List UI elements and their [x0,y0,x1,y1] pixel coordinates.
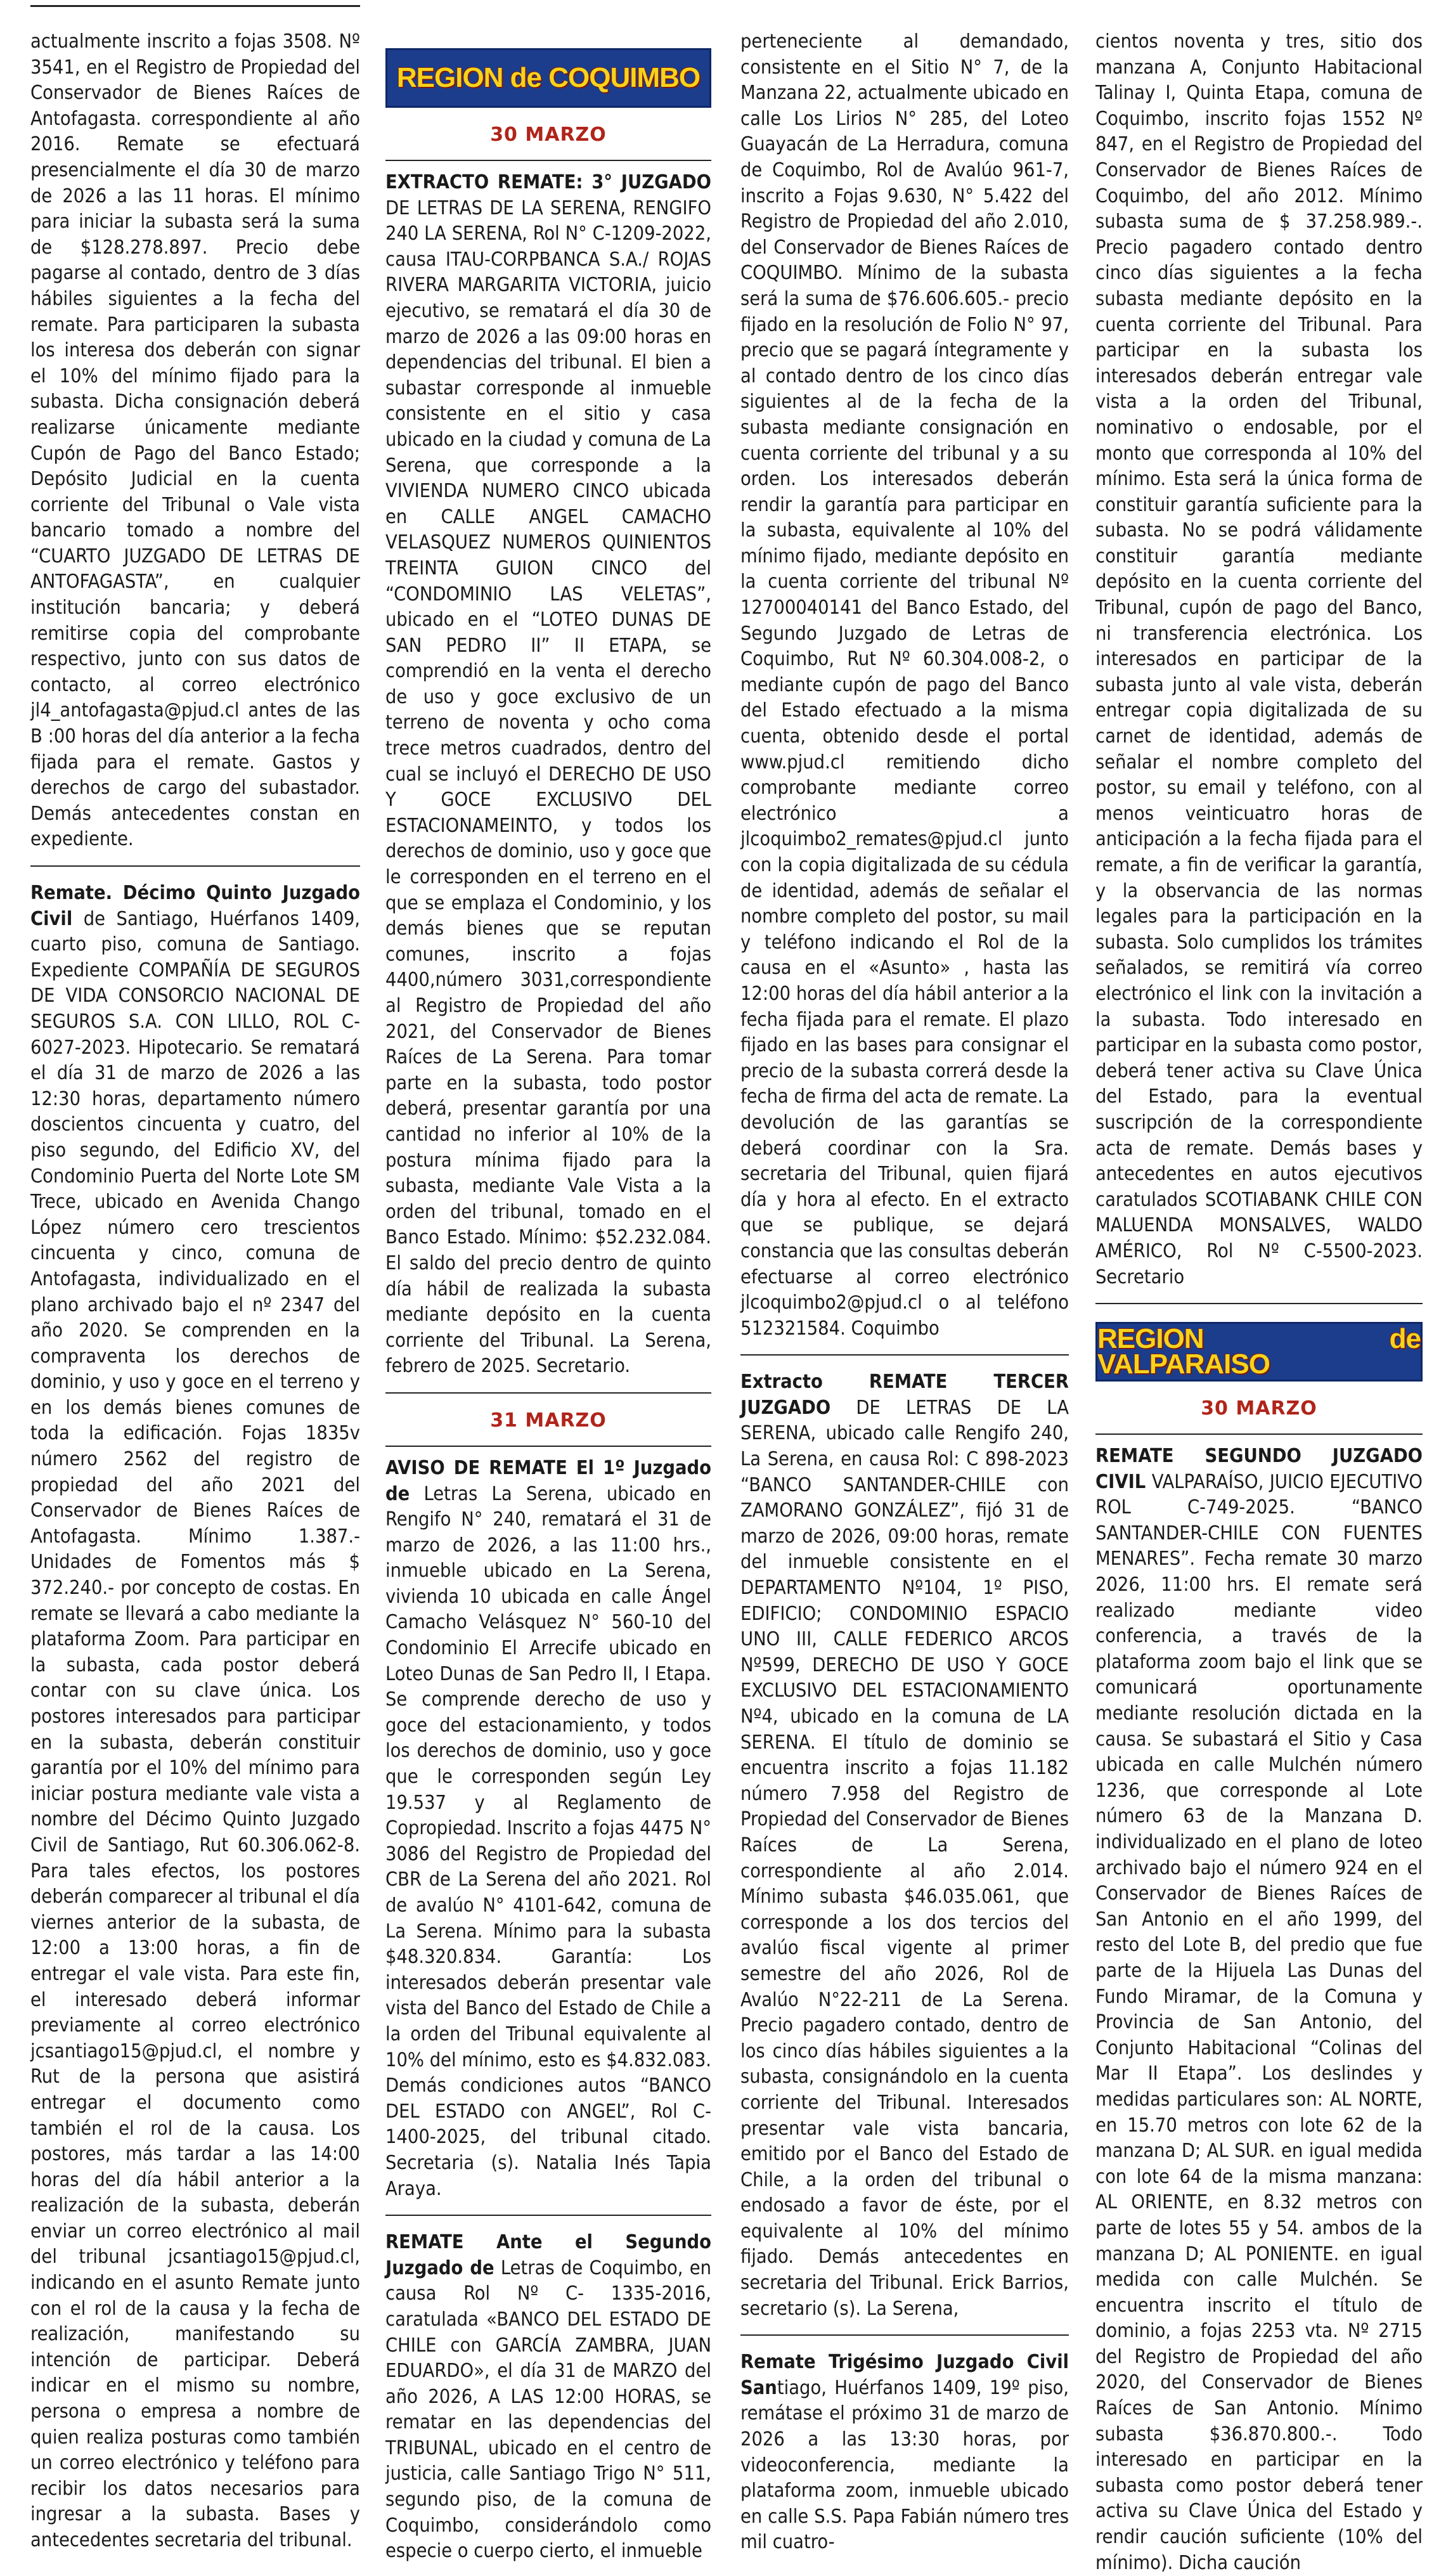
notice-coquimbo-cont [740,29,1069,1342]
notice-text: cientos noventa y tres, sitio dos manzana A, Conjunto Habitacional Talinay I, Quinta Etapa, comuna de Coquimbo, inscrito fojas 1552 Nº 847, en el Registro de Propiedad del Conservador de Bienes Raíces de Coquimbo, del año 2012. Mínimo subasta suma de $ 37.258.989.-. Precio pagadero contado dentro cinco días siguientes a la fecha subasta mediante depósito en la cuenta corriente del Tribunal. Para participar en la subasta los interesados deberán entregar vale vista a la orden del Tribunal, nominativo o endosable, por el monto que corresponda al 10% del mínimo. Esta será la única forma de constituir garantía suficiente para la subasta. No se podrá válidamente constituir garantía mediante depósito en la cuenta corriente del Tribunal, cupón de pago del Banco, ni transferencia electrónica. Los interesados en participar de la subasta junto al vale vista, deberán entregar copia digitalizada de su carnet de identidad, además de señalar el nombre completo del postor, su email y teléfono, con al menos veinticuatro horas de anticipación a la fecha fijada para el remate, a fin de verificar la garantía, y la observancia de las normas legales para la participación en la subasta. Solo cumplidos los trámites señalados, se remitirá vía correo electrónico el link con la invitación a la subasta. Todo interesado en participar en la subasta como postor, deberá tener activa su Clave Única del Estado, para la eventual suscripción de la correspondiente acta de remate. Demás bases y antecedentes en autos ejecutivos caratulados SCOTIABANK CHILE CON MALUENDA MONSALVES, WALDO AMÉRICO, Rol Nº C-5500-2023. Secretario [1095,30,1423,1288]
divider [385,1446,711,1447]
date-label: 30 MARZO [1201,1397,1317,1420]
notice-lead: EXTRACTO REMATE: 3° JUZGADO [385,171,711,193]
column-2 [385,29,711,2565]
notice-lead: REMATE SEGUNDO JUZGADO CIVIL [1095,1445,1423,1493]
notice-tercer-juzgado [740,1369,1069,2322]
date-label: 31 MARZO [490,1409,607,1432]
notice-3-juzgado [385,170,711,1380]
divider [1095,1434,1423,1435]
notice-segundo-coquimbo [385,2230,711,2565]
banner-title: REGION de COQUIMBO [396,61,701,93]
notice-lead: Remate. Décimo Quinto Juzgado Civil [30,882,360,930]
notice-text: de Santiago, Huérfanos 1409, cuarto piso, comuna de Santiago. Expediente COMPAÑÍA DE SEGUROS DE VIDA CONSORCIO NACIONAL DE SEGUROS S.A. CON LILLO, ROL C-6027-2023. Hipotecario. Se rematará el día 31 de marzo de 2026 a las 12:30 horas, departamento número doscientos cincuenta y cuatro, del piso segundo, del Edificio XV, del Condominio Puerta del Norte Lote SM Trece, ubicado en Avenida Chango López número cero trescientos cincuenta y cinco, comuna de Antofagasta, individualizado en el plano archivado bajo el nº 2347 del año 2020. Se comprenden en la compraventa los derechos de dominio, y uso y goce en el terreno y en los demás bienes comunes de toda la edificación. Fojas 1835v número 2562 del registro de propiedad del año 2021 del Conservador de Bienes Raíces de Antofagasta. Mínimo 1.387.- Unidades de Fomentos más $ 372.240.- por concepto de costas. En remate se llevará a cabo mediante la plataforma Zoom. Para participar en la subasta, cada postor deberá contar con su clave única. Los postores interesados para participar en la subasta, deberán constituir garantía por el 10% del mínimo para iniciar postura mediante vale vista a nombre del Décimo Quinto Juzgado Civil de Santiago, Rut 60.306.062-8. Para tales efectos, los postores deberán comparecer al tribunal el día viernes anterior de la subasta, de 12:00 a 13:00 horas, a fin de entregar el vale vista. Para este fin, el interesado deberá informar previamente al correo electrónico jcsantiago15@pjud.cl, el nombre y Rut de la persona que asistirá entregar el documento como también el rol de la causa. Los postores, más tardar a las 14:00 horas del día hábil anterior a la realización de la subasta, deberán enviar un correo electrónico al mail del tribunal jcsantiago15@pjud.cl, indicando en el asunto Remate junto con el rol de la causa y la fecha de realización, manifestando su intención de participar. Deberá indicar en el mismo su nombre, persona o empresa a nombre de quien realiza posturas como también un correo electrónico y teléfono para recibir los datos necesarios para ingresar a la subasta. Bases y antecedentes secretaria del tribunal. [30,907,360,2551]
divider [740,2334,1069,2336]
notice-1-juzgado [385,1456,711,2202]
notice-text: Letras La Serena, ubicado en Rengifo N° 240, rematará el 31 de marzo de 2026, a las 11:00 hrs., inmueble ubicado en La Serena, vivienda 10 ubicada en calle Ángel Camacho Velásquez N° 560-10 del Condominio El Arrecife ubicado en Loteo Dunas de San Pedro II, I Etapa. Se comprende derecho de uso y goce del estacionamiento, y todos los derechos de dominio, uso y goce que le corresponden según Ley 19.537 y al Reglamento de Copropiedad. Inscrito a fojas 4475 N° 3086 del Registro de Propiedad del CBR de La Serena del año 2021. Rol de avalúo N° 4101-642, comuna de La Serena. Mínimo para la subasta $48.320.834. Garantía: Los interesados deberán presentar vale vista del Banco del Estado de Chile a la orden del Tribunal equivalente al 10% del mínimo, esto es $4.832.083. Demás condiciones autos “BANCO DEL ESTADO con ANGEL”, Rol C-1400-2025, del tribunal citado. Secretaria (s). Natalia Inés Tapia Araya. [385,1482,711,2200]
divider [740,1354,1069,1356]
date-heading [385,122,711,161]
divider [385,160,711,161]
notice-segundo-valparaiso [1095,1444,1423,2576]
notice-antofagasta-cont [30,29,360,853]
column-1 [30,29,360,2554]
region-banner-valparaiso [1095,1322,1423,1382]
notice-lead: REMATE Ante el Segundo Juzgado de [385,2231,711,2279]
divider [30,865,360,867]
banner-title: REGION de VALPARAISO [1097,1323,1421,1380]
notice-text: VALPARAÍSO, JUICIO EJECUTIVO ROL C-749-2025. “BANCO SANTANDER-CHILE CON FUENTES MENARES”. Fecha remate 30 marzo 2026, 11:00 hrs. El remate será realizado mediante video conferencia, a través de la plataforma zoom bajo el link que se comunicará oportunamente mediante resolución dictada en la causa. Se subastará el Sitio y Casa ubicada en calle Mulchén número 1236, que corresponde al Lote número 63 de la Manzana D. individualizado en el plano de loteo archivado bajo el número 924 en el Conservador de Bienes Raíces de San Antonio en el año 1999, del resto del Lote B, del predio que fue parte de la Hijuela Las Dunas del Fundo Miramar, de la Comuna y Provincia de San Antonio, del Conjunto Habitacional “Colinas del Mar II Etapa”. Los deslindes y medidas particulares son: AL NORTE, en 15.70 metros con lote 62 de la manzana D; AL SUR. en igual medida con lote 64 de la misma manzana: AL ORIENTE, en 8.32 metros con parte de lotes 55 y 54. ambos de la manzana D; AL PONIENTE. en igual medida con calle Mulchén. Se encuentra inscrito el título de dominio, a fojas 2253 vta. Nº 2715 del Registro de Propiedad del año 2020, del Conservador de Bienes Raíces de San Antonio. Mínimo subasta $36.870.800.-. Todo interesado en participar en la subasta como postor deberá tener activa su Clave Única del Estado y rendir caución suficiente (10% del mínimo). Dicha caución [1095,1470,1423,2574]
divider [1095,1303,1423,1304]
notice-lead: AVISO DE REMATE El 1º Juzgado de [385,1456,711,1505]
notice-text: actualmente inscrito a fojas 3508. Nº 3541, en el Registro de Propiedad del Conservador de Bienes Raíces de Antofagasta. correspondiente al año 2016. Remate se efectuará presencialmente el día 30 de marzo de 2026 a las 11 horas. El mínimo para iniciar la subasta será la suma de $128.278.897. Precio debe pagarse al contado, dentro de 3 días hábiles siguientes a la fecha del remate. Para participaren la subasta los interesa dos deberán con signar el 10% del mínimo fijado para la subasta. Dicha consignación deberá realizarse únicamente mediante Cupón de Pago del Banco Estado; Depósito Judicial en la cuenta corriente del Tribunal o Vale vista bancario tomado a nombre del “CUARTO JUZGADO DE LETRAS DE ANTOFAGASTA”, en cualquier institución bancaria; y deberá remitirse copia del comprobante respectivo, junto con sus datos de contacto, al correo electrónico jl4_antofagasta@pjud.cl antes de las B :00 horas del día anterior a la fecha fijada para el remate. Gastos y derechos de cargo del subastador. Demás antecedentes constan en expediente. [30,30,360,851]
notice-talinay-cont [1095,29,1423,1290]
top-rule [30,5,360,7]
divider [385,2215,711,2216]
divider [385,1392,711,1394]
notice-text: DE LETRAS DE LA SERENA, RENGIFO 240 LA SERENA, Rol N° C-1209-2022, causa ITAU-CORPBANCA S.A./ ROJAS RIVERA MARGARITA VICTORIA, juicio ejecutivo, se rematará el día 30 de marzo de 2026 a las 09:00 horas en dependencias del tribunal. El bien a subastar corresponde al inmueble consistente en el sitio y casa ubicado en la ciudad y comuna de La Serena, que corresponde a la VIVIENDA NUMERO CINCO ubicada en CALLE ANGEL CAMACHO VELASQUEZ NUMEROS QUINIENTOS TREINTA GUION CINCO del “CONDOMINIO LAS VELETAS”, ubicado en el “LOTEO DUNAS DE SAN PEDRO II” II ETAPA, se comprendió en la venta el derecho de uso y goce exclusivo de un terreno de noventa y ocho coma trece metros cuadrados, dentro del cual se incluyó el DERECHO DE USO Y GOCE EXCLUSIVO DEL ESTACIONAMEINTO, y todos los derechos de dominio, uso y goce que le corresponden en el terreno en el que se emplaza el Condominio, y los demás bienes que se reputan comunes, inscrito a fojas 4400,número 3031,correspondiente al Registro de Propiedad del año 2021, del Conservador de Bienes Raíces de La Serena. Para tomar parte en la subasta, todo postor deberá, presentar garantía por una cantidad no inferior al 10% de la postura mínima fijado para la subasta, mediante Vale Vista a la orden del tribunal, tomado en el Banco Estado. Mínimo: $52.232.084. El saldo del precio dentro de quinto día hábil de realizada la subasta mediante depósito en la cuenta corriente del Tribunal. La Serena, febrero de 2025. Secretario. [385,197,711,1378]
column-4 [1095,29,1423,2576]
date-heading [385,1408,711,1447]
notice-trigesimo [740,2350,1069,2556]
column-3 [740,29,1069,2556]
notice-decimo-quinto [30,881,360,2554]
notice-text: perteneciente al demandado, consistente en el Sitio N° 7, de la Manzana 22, actualmente ubicado en calle Los Lirios N° 285, del Loteo Guayacán de La Herradura, comuna de Coquimbo, Rol de Avalúo 961-7, inscrito a Fojas 9.630, N° 5.422 del Registro de Propiedad del año 2.010, del Conservador de Bienes Raíces de COQUIMBO. Mínimo de la subasta será la suma de $76.606.605.- precio fijado en la resolución de Folio N° 97, precio que se pagará íntegramente y al contado dentro de los cinco días siguientes al de la fecha de la subasta mediante consignación en cuenta corriente del tribunal y a su orden. Los interesados deberán rendir la garantía para participar en la subasta, equivalente al 10% del mínimo fijado, mediante depósito en la cuenta corriente del tribunal Nº 12700040141 del Banco Estado, del Segundo Juzgado de Letras de Coquimbo, Rut Nº 60.304.008-2, o mediante cupón de pago del Banco del Estado efectuado a la misma cuenta, obtenido desde el portal www.pjud.cl remitiendo dicho comprobante mediante correo electrónico a jlcoquimbo2_remates@pjud.cl junto con la copia digitalizada de su cédula de identidad, además de señalar el nombre completo del postor, su mail y teléfono indicando el Rol de la causa en el «Asunto» , hasta las 12:00 horas del día hábil anterior a la fecha fijada para el remate. El plazo fijado en las bases para consignar el precio de la subasta correrá desde la fecha de firma del acta de remate. La devolución de las garantías se deberá coordinar con la Sra. secretaria del Tribunal, quien fijará día y hora al efecto. En el extracto que se publique, se dejará constancia que las consultas deberán efectuarse al correo electrónico jlcoquimbo2@pjud.cl o al teléfono 512321584. Coquimbo [740,30,1069,1340]
notice-text: tiago, Huérfanos 1409, 19º piso, remátase el próximo 31 de marzo de 2026 a las 13:30 horas, por videoconferencia, mediante la plataforma zoom, inmueble ubicado en calle S.S. Papa Fabián número tres mil cuatro- [740,2376,1069,2554]
notice-text: DE LETRAS DE LA SERENA, ubicado calle Rengifo 240, La Serena, en causa Rol: C 898-2023 “BANCO SANTANDER-CHILE con ZAMORANO GONZÁLEZ”, fijó 31 de marzo de 2026, 09:00 horas, remate del inmueble consistente en el DEPARTAMENTO Nº104, 1º PISO, EDIFICIO; CONDOMINIO ESPACIO UNO III, CALLE FEDERICO ARCOS Nº599, DERECHO DE USO Y GOCE EXCLUSIVO DEL ESTACIONAMIENTO Nº4, ubicado en la comuna de LA SERENA. El título de dominio se encuentra inscrito a fojas 11.182 número 7.958 del Registro de Propiedad del Conservador de Bienes Raíces de La Serena, correspondiente al año 2.014. Mínimo subasta $46.035.061, que corresponde a los dos tercios del avalúo fiscal vigente al primer semestre del año 2026, Rol de Avalúo N°22-211 de La Serena. Precio pagadero contado, dentro de los cinco días hábiles siguientes a la subasta, consignándolo en la cuenta corriente del Tribunal. Interesados presentar vale vista bancaria, emitido por el Banco del Estado de Chile, a la orden del tribunal o endosado a favor de éste, por el equivalente al 10% del mínimo fijado. Demás antecedentes en secretaria del Tribunal. Erick Barrios, secretario (s). La Serena, [740,1396,1069,2320]
date-heading [1095,1395,1423,1435]
region-banner-coquimbo [385,48,711,108]
notice-text: Letras de Coquimbo, en causa Rol Nº C- 1335-2016, caratulada «BANCO DEL ESTADO DE CHILE con GARCÍA ZAMBRA, JUAN EDUARDO», el día 31 de MARZO del año 2026, A LAS 12:00 HORAS, se rematar en las dependencias del TRIBUNAL, ubicado en el centro de justicia, calle Santiago Trigo N° 511, segundo piso, de la comuna de Coquimbo, considerándolo como especie o cuerpo cierto, el inmueble [385,2256,711,2563]
date-label: 30 MARZO [490,124,607,146]
notice-lead: Extracto REMATE TERCER JUZGADO [740,1371,1069,1419]
notice-lead: Remate Trigésimo Juzgado Civil San [740,2351,1069,2399]
